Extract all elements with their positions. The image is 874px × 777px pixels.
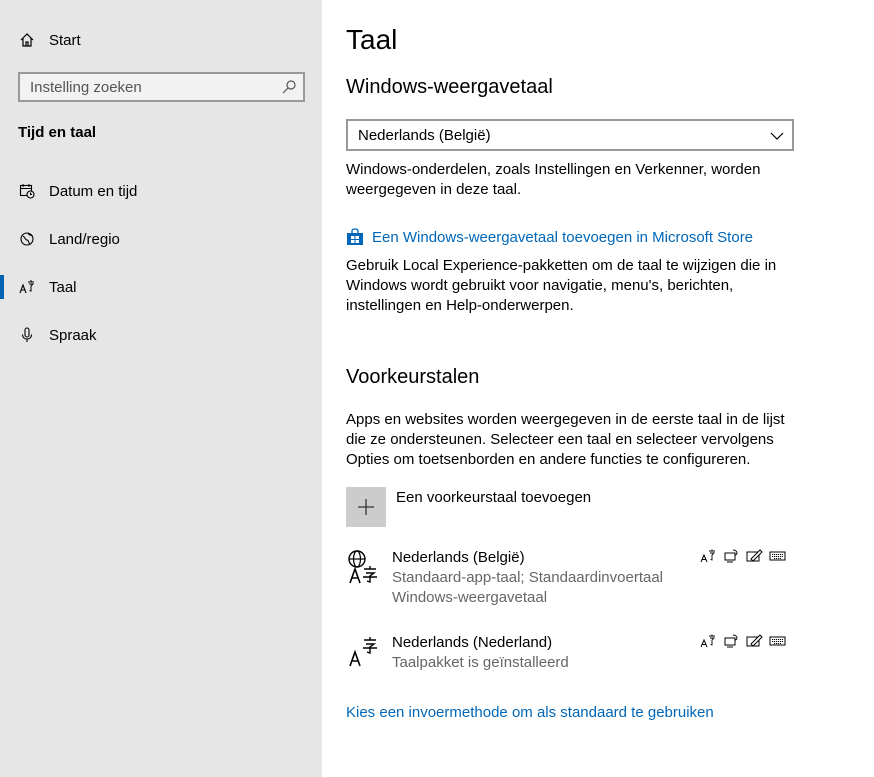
language-features xyxy=(700,549,786,563)
language-name: Nederlands (Nederland) xyxy=(392,634,553,651)
lxp-description: Gebruik Local Experience-pakketten om de taal te wijzigen die in Windows wordt gebruikt voor navigatie, menu's, berichten, instellingen en Help-onderwerpen. xyxy=(346,257,777,314)
language-item-nl-be[interactable] xyxy=(346,549,806,609)
preferred-languages-description: Apps en websites worden weergegeven in de eerste taal in de lijst die ze ondersteunen. Selecteer een taal en selecteer vervolgens Opties om toetsenborden en andere functies te configureren. xyxy=(346,411,785,468)
add-language-label[interactable]: Een voorkeurstaal toevoegen xyxy=(396,489,592,506)
language-pack-icon xyxy=(346,634,382,670)
keyboard-feature-icon xyxy=(769,634,786,648)
language-details: Taalpakket is geïnstalleerd xyxy=(392,654,569,671)
sidebar-item-label: Land/regio xyxy=(49,230,120,248)
sidebar-item-land-regio[interactable] xyxy=(0,219,322,259)
home-label: Start xyxy=(49,31,81,49)
sidebar xyxy=(0,0,322,777)
speech-feature-icon xyxy=(723,549,740,563)
display-language-feature-icon xyxy=(700,634,717,648)
add-language-button[interactable] xyxy=(346,487,386,527)
sidebar-item-datum-en-tijd[interactable] xyxy=(0,171,322,211)
home-icon xyxy=(18,31,36,49)
language-name: Nederlands (België) xyxy=(392,549,525,566)
section-title: Tijd en taal xyxy=(18,124,97,141)
chevron-down-icon xyxy=(770,129,784,143)
microphone-icon xyxy=(18,326,36,344)
language-item-nl-nl[interactable] xyxy=(346,634,806,674)
display-language-heading: Windows-weergavetaal xyxy=(346,76,553,98)
handwriting-feature-icon xyxy=(746,549,763,563)
sidebar-item-label: Taal xyxy=(49,278,77,296)
keyboard-feature-icon xyxy=(769,549,786,563)
page-title: Taal xyxy=(346,24,398,55)
sidebar-item-label: Datum en tijd xyxy=(49,182,138,200)
language-details: Standaard-app-taal; Standaardinvoertaal Windows-weergavetaal xyxy=(392,569,664,606)
display-language-select[interactable] xyxy=(346,119,794,151)
display-language-description: Windows-onderdelen, zoals Instellingen en Verkenner, worden weergegeven in deze taal. xyxy=(346,161,761,198)
search-input[interactable] xyxy=(30,78,270,96)
preferred-languages-heading: Voorkeurstalen xyxy=(346,366,480,388)
language-pack-globe-icon xyxy=(346,549,382,585)
sidebar-item-label: Spraak xyxy=(49,326,97,344)
active-indicator xyxy=(0,275,4,299)
settings-search[interactable] xyxy=(18,72,305,102)
main-content xyxy=(322,0,874,777)
sidebar-item-spraak[interactable] xyxy=(0,315,322,355)
calendar-clock-icon xyxy=(18,182,36,200)
display-language-value: Nederlands (België) xyxy=(358,127,491,144)
store-link-label[interactable]: Een Windows-weergavetaal toevoegen in Microsoft Store xyxy=(372,228,754,246)
home-nav-item[interactable] xyxy=(0,20,322,60)
handwriting-feature-icon xyxy=(746,634,763,648)
speech-feature-icon xyxy=(723,634,740,648)
sidebar-item-taal[interactable] xyxy=(0,267,322,307)
store-icon xyxy=(346,228,364,246)
display-language-feature-icon xyxy=(700,549,717,563)
language-icon xyxy=(18,278,36,296)
plus-icon xyxy=(357,498,375,516)
language-features xyxy=(700,634,786,648)
store-link[interactable] xyxy=(346,228,753,246)
globe-region-icon xyxy=(18,230,36,248)
default-input-method-link[interactable]: Kies een invoermethode om als standaard te gebruiken xyxy=(346,704,714,721)
search-icon[interactable] xyxy=(281,79,297,95)
